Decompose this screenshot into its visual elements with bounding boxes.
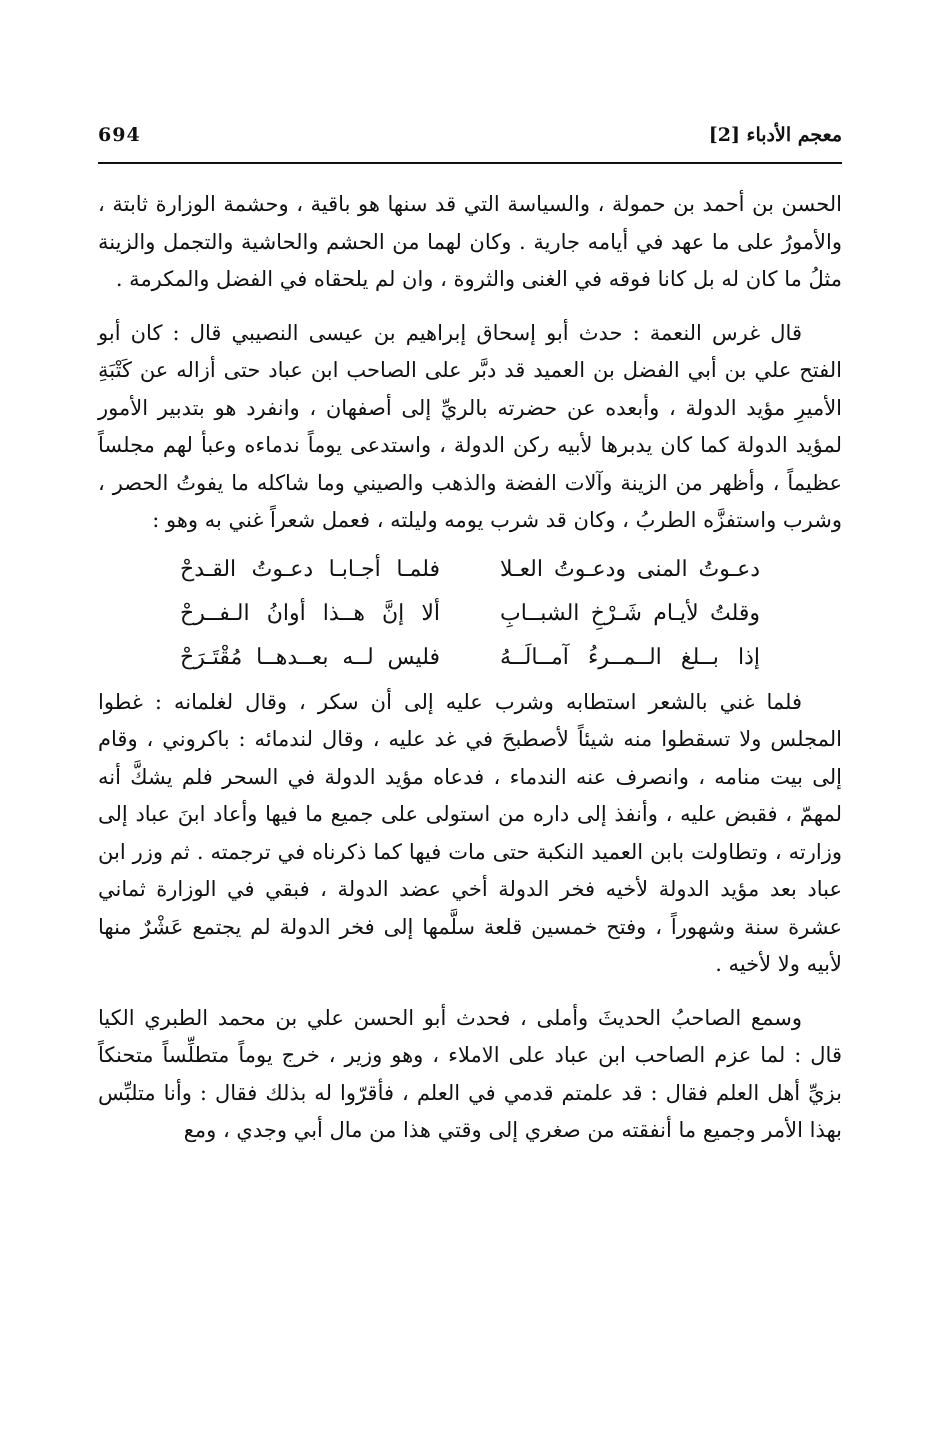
paragraph-1: الحسن بن أحمد بن حمولة ، والسياسة التي قد سنها هو باقية ، وحشمة الوزارة ثابتة ، والأمورُ على ما عهد في أيامه جارية . وكان لهما من الحشم والحاشية والتجمل والزينة مثلُ ما كان له بل كانا فوقه في الغنى والثروة ، وان لم يلحقاه في الفضل والمكرمة . xyxy=(98,192,842,291)
verse-first-hemistich: إذا بــلغ الــمــرءُ آمــالَــهُ xyxy=(500,644,760,670)
verse-second-hemistich: ألا إنَّ هــذا أوانُ الـفــرحْ xyxy=(180,600,440,626)
header-divider xyxy=(98,162,842,164)
poem-verse xyxy=(98,592,842,636)
paragraph-4: وسمع الصاحبُ الحديثَ وأملى ، فحدث أبو الحسن علي بن محمد الطبري الكيا قال : لما عزم الصاحب ابن عباد على الاملاء ، وهو وزير ، خرج يوماً متطلِّساً متحنكاً بزيِّ أهل العلم فقال : قد علمتم قدمي في العلم ، فأقرّوا له بذلك فقال : وأنا متلبِّس بهذا الأمر وجميع ما أنفقته من صغري إلى وقتي هذا من مال أبي وجدي ، ومع xyxy=(98,1005,842,1142)
poem xyxy=(98,548,842,680)
paragraph-3: فلما غني بالشعر استطابه وشرب عليه إلى أن سكر ، وقال لغلمانه : غطوا المجلس ولا تسقطوا منه شيئاً لأصطبحَ في غد عليه ، وقال لندمائه : باكروني ، وقام إلى بيت منامه ، وانصرف عنه الندماء ، فدعاه مؤيد الدولة في السحر فلم يشكَّ أنه لمهمّ ، فقبض عليه ، وأنفذ إلى داره من استولى على جميع ما فيها وأعاد ابنَ عباد إلى وزارته ، وتطاولت بابن العميد النكبة حتى مات فيها كما ذكرناه في ترجمته . ثم وزر ابن عباد بعد مؤيد الدولة لأخيه فخر الدولة أخي عضد الدولة ، فبقي في الوزارة ثماني عشرة سنة وشهوراً ، وفتح خمسين قلعة سلَّمها إلى فخر الدولة لم يجتمع عَشْرٌ منها لأبيه ولا لأخيه . xyxy=(98,689,842,976)
poem-verse xyxy=(98,548,842,592)
poem-verse xyxy=(98,636,842,680)
verse-second-hemistich: فليس لــه بعــدهــا مُقْتَـرَحْ xyxy=(180,644,440,670)
running-header xyxy=(98,122,842,156)
verse-first-hemistich: دعـوتُ المنى ودعـوتُ العـلا xyxy=(500,556,760,582)
paragraph-2: قال غرس النعمة : حدث أبو إسحاق إبراهيم بن عيسى النصيبي قال : كان أبو الفتح علي بن أبي الفضل بن العميد قد دبَّر على الصاحب ابن عباد حتى أزاله عن كَتْبَةِ الأميرِ مؤيد الدولة ، وأبعده عن حضرته بالريِّ إلى أصفهان ، وانفرد هو بتدبير الأمور لمؤيد الدولة كما كان يدبرها لأبيه ركن الدولة ، واستدعى يوماً ندماءه وعبأ لهم مجلساً عظيماً ، وأظهر من الزينة وآلات الفضة والذهب والصيني وما شاكله ما يفوتُ الحصر ، وشرب واستفزَّه الطربُ ، وكان قد شرب يومه وليلته ، فعمل شعراً غني به وهو : xyxy=(98,320,842,532)
book-title: معجم الأدباء [2] xyxy=(708,124,842,146)
verse-first-hemistich: وقلتُ لأيـام شَـرْخِ الشبــابِ xyxy=(500,600,760,626)
page-number: 694 xyxy=(98,124,141,146)
main-text xyxy=(98,186,842,1150)
verse-second-hemistich: فلمـا أجـابـا دعـوتُ القـدحْ xyxy=(180,556,440,582)
